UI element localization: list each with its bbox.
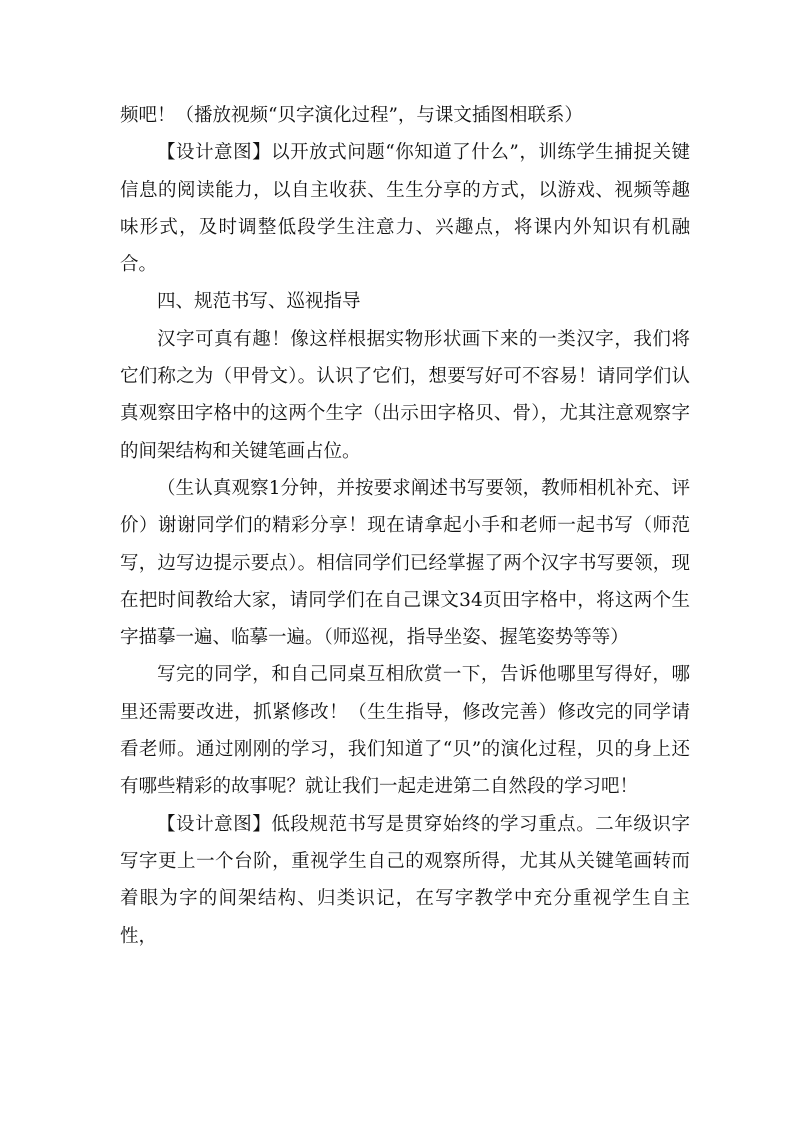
paragraph-observation: （生认真观察1分钟，并按要求阐述书写要领，教师相机补充、评价）谢谢同学们的精彩分享！现在请拿起小手和老师一起书写（师范写，边写边提示要点）。相信同学们已经掌握了两个汉字书写要领，现在把时间教给大家，请同学们在自己课文34页田字格中，将这两个生字描摹一遍、临摹一遍。（师巡视，指导坐姿、握笔姿势等等） xyxy=(120,477,690,649)
section-heading-writing: 四、规范书写、巡视指导 xyxy=(157,291,361,313)
paragraph-continuation: 频吧！（播放视频“贝字演化过程”，与课文插图相联系） xyxy=(120,105,583,126)
paragraph-peer-review: 写完的同学，和自己同桌互相欣赏一下，告诉他哪里写得好，哪里还需要改进，抓紧修改！（生生指导，修改完善）修改完的同学请看老师。通过刚刚的学习，我们知道了“贝”的演化过程，贝的身上还有哪些精彩的故事呢？就让我们一起走进第二自然段的学习吧！ xyxy=(120,664,690,798)
paragraph-oracle-bone: 汉字可真有趣！像这样根据实物形状画下来的一类汉字，我们将它们称之为（甲骨文）。认识了它们，想要写好可不容易！请同学们认真观察田字格中的这两个生字（出示田字格贝、骨），尤其注意观察字的间架结构和关键笔画占位。 xyxy=(120,328,690,462)
document-body xyxy=(120,97,690,955)
paragraph-design-intent-1: 【设计意图】以开放式问题“你知道了什么”，训练学生捕捉关键信息的阅读能力，以自主收获、生生分享的方式，以游戏、视频等趣味形式，及时调整低段学生注意力、兴趣点，将课内外知识有机融合。 xyxy=(120,142,690,276)
paragraph-design-intent-2: 【设计意图】低段规范书写是贯穿始终的学习重点。二年级识字写字更上一个台阶，重视学生自己的观察所得，尤其从关键笔画转而着眼为字的间架结构、归类识记，在写字教学中充分重视学生自主性， xyxy=(120,813,690,947)
